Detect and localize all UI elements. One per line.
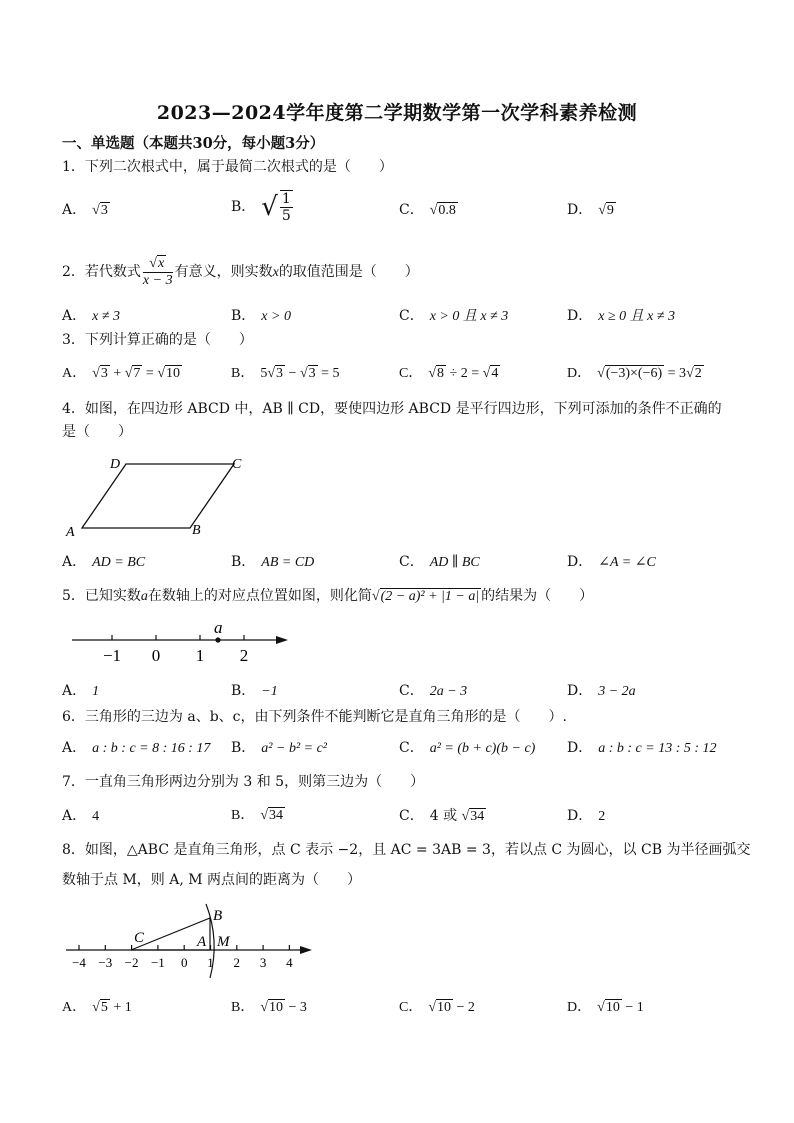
vertex-label-b: B — [192, 523, 201, 538]
option-text: − 2 — [453, 1000, 475, 1015]
option-label: D． — [567, 808, 593, 824]
option-label: C． — [399, 554, 424, 570]
option-label: A． — [62, 1000, 87, 1015]
tick-label: −4 — [72, 955, 86, 970]
fraction-denominator: x − 3 — [142, 273, 173, 288]
q1-option-c[interactable]: C． √0.8 — [399, 202, 456, 218]
radicand: 3 — [100, 366, 108, 381]
q6-option-a[interactable] — [62, 738, 210, 759]
q2-stem: 2．若代数式 $\frac{√x}{x - 3}$ 有意义，则实数x的取值范围是（ ） — [62, 256, 419, 288]
option-label: A． — [62, 554, 87, 570]
q4-option-c[interactable] — [399, 552, 480, 573]
q8-triangle-number-line-figure — [62, 900, 322, 982]
q6-option-d[interactable] — [567, 738, 717, 759]
option-text: 4 或 — [429, 808, 462, 824]
option-text: − 3 — [285, 1000, 307, 1015]
tick-label: 3 — [259, 955, 267, 970]
tick-label: −1 — [150, 955, 165, 970]
option-label: B． — [231, 740, 256, 756]
option-text: AD = BC — [92, 555, 146, 570]
q6-stem: 6．三角形的三边为 a、b、c，由下列条件不能判断它是直角三角形的是（ ）. — [62, 709, 567, 725]
q2-option-a[interactable] — [62, 306, 120, 327]
option-label: C． — [399, 683, 424, 699]
option-label: C． — [399, 740, 424, 756]
radicand: 9 — [606, 203, 614, 218]
point-a-marker — [215, 637, 220, 642]
option-label: A． — [62, 808, 87, 824]
radicand: 10 — [437, 1000, 452, 1015]
option-text: 3 − 2a — [598, 684, 636, 699]
tick-label: 2 — [239, 646, 249, 665]
stem-text: 在数轴上的对应点位置如图，则化简 — [147, 588, 372, 604]
q1-option-b[interactable]: B． √ $\frac{1}{5}$ — [231, 191, 291, 224]
fraction-denominator: 5 — [281, 208, 291, 224]
radicand: 10 — [269, 1000, 284, 1015]
stem-text: 5．已知实数 — [62, 588, 141, 604]
radicand: 0.8 — [438, 203, 456, 218]
operator: = — [142, 366, 158, 381]
option-text: a : b : c = 13 : 5 : 12 — [598, 741, 717, 756]
option-label: B． — [231, 1000, 255, 1015]
q5-stem: 5．已知实数a在数轴上的对应点位置如图，则化简√(2 − a)² + |1 − a| 的结果为（ ） — [62, 588, 594, 604]
q7-option-a[interactable] — [62, 806, 99, 827]
radicand: 34 — [470, 809, 485, 824]
option-label: B． — [231, 554, 256, 570]
option-label: B． — [231, 308, 256, 324]
q8-stem-line2: 数轴于点 M，则 A, M 两点间的距离为（ ） — [62, 872, 362, 888]
q1-option-a[interactable]: A． √3 — [62, 202, 108, 218]
variable: a — [140, 589, 148, 604]
option-label: B． — [231, 808, 255, 823]
option-label: B． — [231, 199, 256, 215]
section-single-choice: 一、单选题（本题共30分，每小题3分） — [62, 135, 325, 152]
option-label: A． — [62, 366, 87, 381]
option-label: A． — [62, 202, 87, 218]
axis-arrow — [276, 636, 288, 644]
option-text: x ≠ 3 — [92, 309, 121, 324]
q4-parallelogram-figure — [62, 450, 262, 542]
option-label: D． — [567, 740, 593, 756]
axis-arrow — [300, 946, 312, 954]
q8-option-c[interactable]: C． √10 − 2 — [399, 1000, 475, 1015]
radicand: 10 — [166, 366, 180, 381]
q5-option-c[interactable] — [399, 681, 467, 702]
stem-text: 有意义，则实数 — [174, 264, 273, 280]
vertex-label-c: C — [232, 457, 242, 472]
point-a-label: A — [197, 934, 207, 950]
q7-option-b[interactable]: B． √34 — [231, 808, 284, 823]
q5-number-line-figure — [62, 616, 302, 668]
q6-option-b[interactable] — [231, 738, 327, 759]
vertex-label-a: A — [66, 525, 75, 540]
option-text: + 1 — [109, 1000, 132, 1015]
point-a-label: a — [214, 618, 223, 637]
option-label: D． — [567, 683, 593, 699]
option-label: C． — [399, 308, 424, 324]
q8-stem-line1: 8．如图，△ABC 是直角三角形，点 C 表示 −2，且 AC = 3AB = 3，若以点 C 为圆心，以 CB 为半径画弧交 — [62, 842, 751, 858]
tick-label: 4 — [286, 955, 293, 970]
stem-text: 的取值范围是（ ） — [278, 264, 419, 280]
option-text: a² − b² = c² — [261, 741, 327, 756]
q4-stem-line1: 4．如图，在四边形 ABCD 中，AB ∥ CD，要使四边形 ABCD 是平行四边形，下列可添加的条件不正确的 — [62, 401, 722, 417]
option-text: x > 0 — [261, 309, 291, 324]
option-text: a² = (b + c)(b − c) — [429, 741, 536, 756]
option-label: B． — [231, 683, 256, 699]
option-label: D． — [567, 366, 592, 381]
coefficient: 5 — [260, 366, 268, 381]
radicand: 3 — [100, 203, 108, 218]
option-text: x > 0 且 x ≠ 3 — [429, 309, 509, 324]
option-text: 2a − 3 — [429, 684, 468, 699]
q4-option-a[interactable] — [62, 552, 145, 573]
option-text: x ≥ 0 且 x ≠ 3 — [598, 309, 676, 324]
q7-option-c[interactable]: C． 4 或 √34 — [399, 808, 485, 824]
operator: + — [109, 366, 125, 381]
option-label: A． — [62, 683, 87, 699]
radicand: 5 — [100, 1000, 108, 1015]
option-text: −1 — [261, 684, 278, 699]
q5-option-b[interactable] — [231, 681, 278, 702]
point-c-label: C — [134, 930, 145, 946]
option-text: 2 — [598, 809, 606, 824]
q6-option-c[interactable] — [399, 738, 535, 759]
option-text: 4 — [92, 809, 100, 824]
variable: x — [272, 265, 279, 280]
parallelogram-shape — [82, 464, 234, 528]
option-text: − 1 — [621, 1000, 644, 1015]
radicand: 7 — [133, 366, 141, 381]
number-line-ticks — [72, 945, 293, 970]
option-text: 1 — [92, 684, 100, 699]
exam-title: 2023—2024学年度第二学期数学第一次学科素养检测 — [156, 102, 638, 124]
radicand: 8 — [437, 366, 445, 381]
tick-label: −2 — [124, 955, 139, 970]
operator: = 3 — [664, 366, 687, 381]
operator: = 5 — [317, 366, 340, 381]
option-label: B． — [231, 366, 255, 381]
q3-option-b[interactable]: B． 5√3 − √3 = 5 — [231, 366, 340, 381]
radicand: 34 — [269, 808, 284, 823]
q7-option-d[interactable] — [567, 806, 605, 827]
option-text: AB = CD — [261, 555, 315, 570]
option-label: D． — [567, 308, 593, 324]
fraction-numerator: 1 — [281, 191, 291, 207]
q5-option-d[interactable] — [567, 681, 636, 702]
q2-option-b[interactable] — [231, 306, 291, 327]
option-label: D． — [567, 554, 593, 570]
q8-option-d[interactable]: D． √10 − 1 — [567, 1000, 644, 1015]
q3-option-d[interactable]: D． √(−3)×(−6) = 3√2 — [567, 366, 702, 381]
option-label: C． — [399, 808, 424, 824]
radicand: (−3)×(−6) — [605, 366, 663, 381]
q3-option-a[interactable]: A． √3 + √7 = √10 — [62, 366, 180, 381]
option-text: ∠A = ∠C — [598, 555, 656, 570]
option-text: AD ∥ BC — [429, 555, 480, 570]
q4-option-b[interactable] — [231, 552, 314, 573]
q4-option-d[interactable] — [567, 552, 656, 573]
expression: (2 − a)² + |1 − a| — [380, 589, 480, 604]
option-label: C． — [399, 202, 424, 218]
option-label: C． — [399, 1000, 423, 1015]
radicand: 2 — [694, 366, 702, 381]
tick-label: 1 — [207, 955, 214, 970]
option-label: C． — [399, 366, 423, 381]
operator: − — [285, 366, 300, 381]
radicand: 3 — [308, 366, 316, 381]
tick-label: 0 — [180, 955, 188, 970]
vertex-label-d: D — [110, 457, 121, 472]
option-label: D． — [567, 202, 593, 218]
radicand: 3 — [276, 366, 284, 381]
q2-option-c[interactable] — [399, 306, 508, 327]
tick-label: 2 — [233, 955, 241, 970]
q4-stem-line2: 是（ ） — [62, 424, 132, 440]
tick-label: −3 — [98, 955, 113, 970]
option-label: A． — [62, 308, 87, 324]
option-label: D． — [567, 1000, 592, 1015]
q1-stem: 1．下列二次根式中，属于最简二次根式的是（ ） — [62, 159, 393, 175]
q1-option-d[interactable]: D． √9 — [567, 202, 614, 218]
point-m-label: M — [217, 934, 230, 950]
q8-option-b[interactable]: B． √10 − 3 — [231, 1000, 307, 1015]
option-text: a : b : c = 8 : 16 : 17 — [92, 741, 211, 756]
tick-label: −1 — [102, 646, 122, 665]
fraction-numerator: x — [157, 256, 165, 271]
q5-option-a[interactable] — [62, 681, 99, 702]
stem-text: 的结果为（ ） — [481, 588, 594, 604]
radicand: 4 — [491, 366, 499, 381]
q8-option-a[interactable]: A． √5 + 1 — [62, 1000, 132, 1015]
tick-label: 0 — [151, 646, 161, 665]
option-label: A． — [62, 740, 87, 756]
tick-label: 1 — [195, 646, 205, 665]
operator: ÷ 2 = — [446, 366, 483, 381]
radicand: 10 — [605, 1000, 620, 1015]
q2-option-d[interactable] — [567, 306, 675, 327]
q7-stem: 7．一直角三角形两边分别为 3 和 5，则第三边为（ ） — [62, 774, 425, 790]
stem-text: 2．若代数式 — [62, 264, 141, 280]
q3-option-c[interactable]: C． √8 ÷ 2 = √4 — [399, 366, 499, 381]
point-b-label: B — [213, 908, 223, 924]
q3-stem: 3．下列计算正确的是（ ） — [62, 332, 253, 348]
